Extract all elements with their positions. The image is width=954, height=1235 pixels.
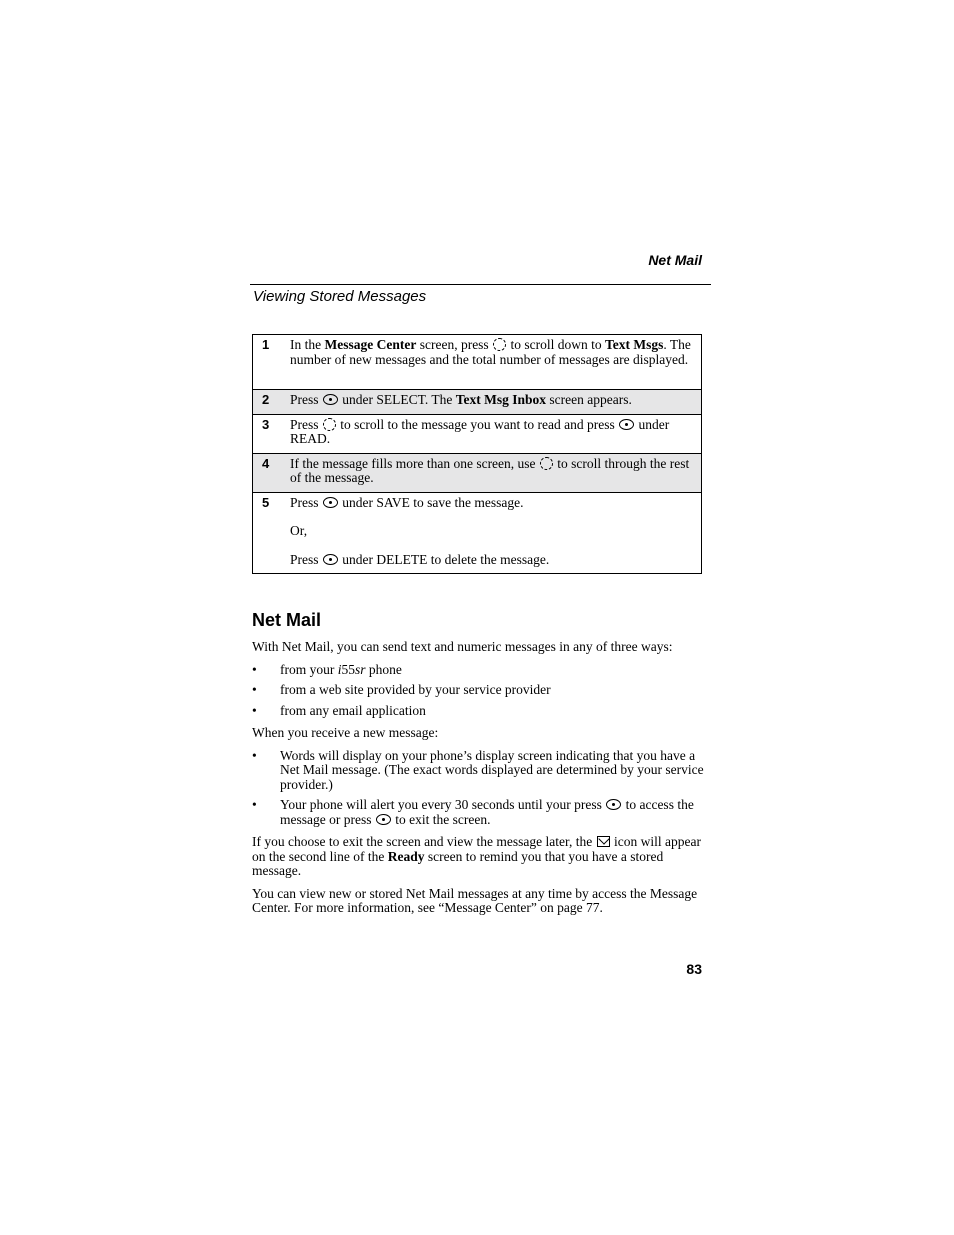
step-text-part: to scroll down to: [507, 337, 605, 352]
list-item: • Words will display on your phone’s display screen indicating that you have a Net Mail message. (The exact words displayed are determined by your service provider.): [252, 749, 704, 793]
running-header: Net Mail: [648, 252, 702, 268]
step-row: [253, 453, 702, 492]
step-number: 1: [253, 335, 291, 390]
step-text: [290, 335, 702, 390]
step-line: Or,: [290, 523, 308, 538]
step-text-part: under SELECT. The: [338, 392, 456, 407]
list-item: [252, 798, 704, 827]
step-text-part: Press: [290, 416, 322, 432]
step-text-part: . The number of new messages and the total number of messages are displayed.: [290, 337, 691, 367]
receive-intro: When you receive a new message:: [252, 725, 439, 740]
step-number: 4: [253, 453, 291, 492]
step-row: [253, 414, 702, 453]
step-number: 5: [253, 492, 291, 574]
step-row: [253, 390, 702, 415]
step-row: [253, 492, 702, 574]
step-text-part: In the: [290, 337, 325, 352]
list-item: [252, 663, 704, 678]
ui-term: Text Msgs: [604, 337, 664, 352]
receive-list: [252, 749, 704, 828]
ways-list: [252, 663, 704, 719]
section-title: Net Mail: [252, 610, 322, 630]
model-name-part: i: [337, 661, 342, 677]
list-text: phone: [365, 661, 402, 677]
list-text: to exit the screen.: [391, 811, 491, 827]
select-key-icon: [376, 814, 391, 825]
mail-envelope-icon: [597, 836, 610, 847]
list-text: from your: [280, 661, 338, 677]
step-text-part: Press: [290, 551, 322, 567]
nav-key-icon: [323, 418, 336, 431]
ui-term: Message Center: [324, 337, 417, 352]
step-text-part: under SAVE to save the message.: [338, 494, 524, 510]
step-text-part: to scroll through the rest of the message.: [290, 455, 690, 485]
step-number: 2: [253, 390, 291, 415]
paragraph: [252, 835, 704, 879]
step-text-part: screen, press: [416, 337, 493, 352]
select-key-icon: [323, 554, 338, 565]
paragraph-text: screen to remind you that you have a stored message.: [252, 848, 664, 878]
step-text: [290, 453, 702, 492]
step-line: [290, 553, 693, 568]
select-key-icon: [606, 799, 621, 810]
list-text: Your phone will alert you every 30 seconds until your press: [280, 797, 606, 812]
step-line: [290, 496, 693, 511]
step-text-part: under READ.: [290, 416, 670, 446]
page-number: 83: [686, 961, 702, 977]
step-text: [290, 492, 702, 574]
step-text-part: Press: [290, 392, 322, 407]
list-item: • from any email application: [252, 704, 704, 719]
select-key-icon: [619, 419, 634, 430]
step-text-part: Press: [290, 494, 322, 510]
select-key-icon: [323, 394, 338, 405]
list-item: • from a web site provided by your service provider: [252, 683, 704, 698]
step-number: 3: [253, 414, 291, 453]
paragraph-text: icon will appear on the second line of the: [252, 834, 701, 864]
step-text-part: If the message fills more than one screen, use: [290, 455, 539, 471]
ui-term: Ready: [387, 848, 425, 864]
step-text-part: screen appears.: [546, 392, 632, 407]
header-rule: [250, 284, 711, 285]
step-row: [253, 335, 702, 390]
paragraph-text: If you choose to exit the screen and view the message later, the: [252, 834, 596, 849]
list-text: to access the message or press: [280, 797, 694, 827]
steps-table: [252, 334, 702, 574]
intro-paragraph: With Net Mail, you can send text and numeric messages in any of three ways:: [252, 639, 673, 654]
subsection-title: Viewing Stored Messages: [253, 288, 427, 305]
nav-key-icon: [540, 457, 553, 470]
model-name-part: 55: [341, 661, 356, 677]
select-key-icon: [323, 497, 338, 508]
step-text-part: under DELETE to delete the message.: [338, 551, 550, 567]
step-text: [290, 414, 702, 453]
paragraph: You can view new or stored Net Mail messages at any time by access the Message Center. For more information, see “Message Center” on page 77.: [252, 885, 698, 915]
step-text: [290, 390, 702, 415]
nav-key-icon: [493, 338, 506, 351]
ui-term: Text Msg Inbox: [455, 392, 547, 407]
model-name-part: sr: [355, 661, 366, 677]
step-text-part: to scroll to the message you want to read and press: [336, 416, 619, 432]
section-body: [252, 640, 704, 924]
